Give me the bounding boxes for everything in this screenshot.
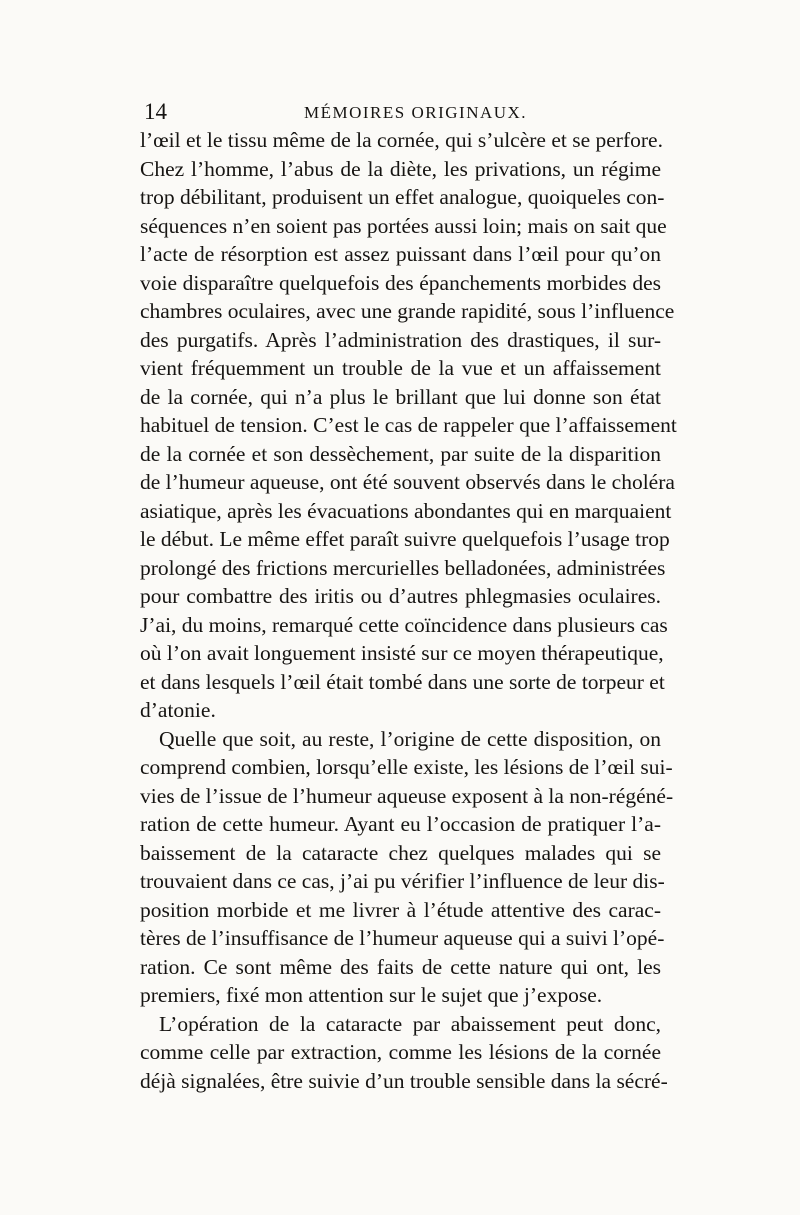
text-line: baissement de la cataracte chez quelques malades qui se (140, 840, 661, 865)
text-line: des purgatifs. Après l’administration des drastiques, il sur- (140, 327, 661, 352)
text-line: trouvaient dans ce cas, j’ai pu vérifier l’influence de leur dis- (140, 869, 665, 893)
paragraph (140, 126, 677, 725)
text-line: trop débilitant, produisent un effet analogue, quoiqueles con- (140, 185, 665, 209)
text-line: L’opération de la cataracte par abaissement peut donc, (159, 1011, 661, 1036)
text-line: Quelle que soit, au reste, l’origine de cette disposition, on (159, 726, 661, 751)
running-head: MÉMOIRES ORIGINAUX. (304, 103, 528, 122)
text-line: vient fréquemment un trouble de la vue et un affaissement (140, 356, 661, 380)
text-line: prolongé des frictions mercurielles belladonées, administrées (140, 555, 666, 580)
text-line: position morbide et me livrer à l’étude attentive des carac- (140, 897, 661, 922)
text-line: d’atonie. (140, 698, 216, 722)
paragraph (140, 725, 674, 1010)
text-line: l’œil et le tissu même de la cornée, qui s’ulcère et se perfore. (140, 128, 663, 152)
text-line: le début. Le même effet paraît suivre quelquefois l’usage trop (140, 527, 670, 551)
text-line: où l’on avait longuement insisté sur ce moyen thérapeutique, (140, 641, 664, 665)
text-line: déjà signalées, être suivie d’un trouble sensible dans la sécré- (140, 1068, 668, 1093)
text-line: et dans lesquels l’œil était tombé dans une sorte de torpeur et (140, 669, 665, 694)
text-line: vies de l’issue de l’humeur aqueuse exposent à la non-régéné- (140, 783, 674, 808)
text-line: pour combattre des iritis ou d’autres phlegmasies oculaires. (140, 584, 661, 608)
text-line: l’acte de résorption est assez puissant dans l’œil pour qu’on (140, 242, 661, 266)
body-text (140, 126, 677, 1095)
text-line: asiatique, après les évacuations abondantes qui en marquaient (140, 498, 672, 523)
text-line: de la cornée et son dessèchement, par suite de la disparition (140, 441, 661, 466)
text-line: de l’humeur aqueuse, ont été souvent observés dans le choléra (140, 470, 675, 494)
text-line: chambres oculaires, avec une grande rapidité, sous l’influence (140, 299, 675, 323)
page-number: 14 (144, 99, 167, 124)
text-line: séquences n’en soient pas portées aussi loin; mais on sait que (140, 213, 667, 238)
text-line: comme celle par extraction, comme les lésions de la cornée (140, 1040, 661, 1064)
text-line: Chez l’homme, l’abus de la diète, les privations, un régime (140, 156, 661, 181)
text-line: voie disparaître quelquefois des épanchements morbides des (140, 270, 661, 295)
text-line: ration. Ce sont même des faits de cette nature qui ont, les (140, 954, 661, 979)
paragraph (140, 1010, 668, 1096)
page-header (144, 98, 664, 126)
text-line: de la cornée, qui n’a plus le brillant que lui donne son état (140, 384, 661, 409)
text-line: habituel de tension. C’est le cas de rappeler que l’affaissement (140, 413, 677, 437)
text-line: comprend combien, lorsqu’elle existe, les lésions de l’œil sui- (140, 755, 673, 779)
text-line: tères de l’insuffisance de l’humeur aqueuse qui a suivi l’opé- (140, 926, 665, 950)
text-line: ration de cette humeur. Ayant eu l’occasion de pratiquer l’a- (140, 812, 661, 836)
text-line: J’ai, du moins, remarqué cette coïncidence dans plusieurs cas (140, 612, 668, 637)
text-line: premiers, fixé mon attention sur le sujet que j’expose. (140, 983, 603, 1007)
